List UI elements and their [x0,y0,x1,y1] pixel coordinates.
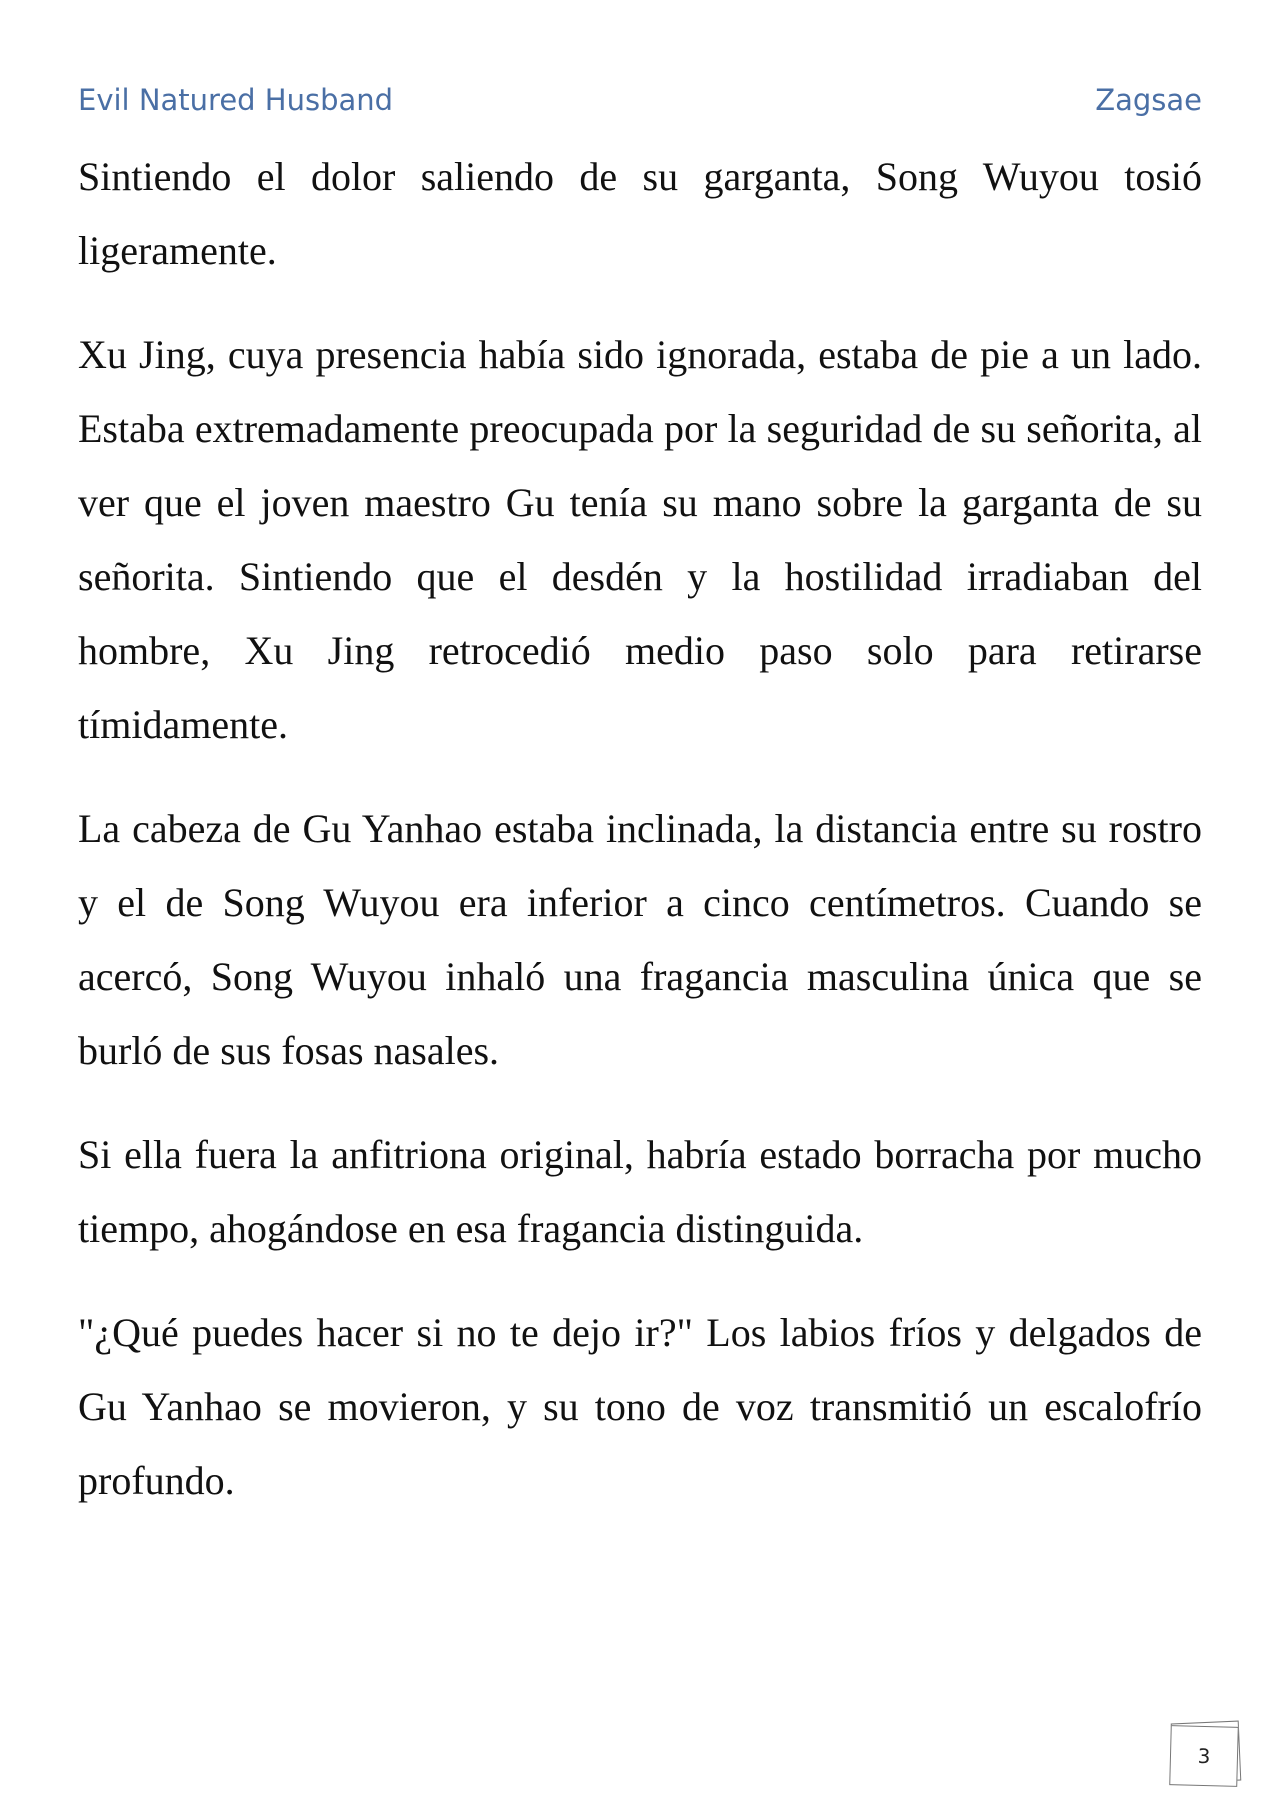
header-book-title: Evil Natured Husband [78,82,394,117]
page-number: 3 [1169,1725,1239,1787]
paragraph: "¿Qué puedes hacer si no te dejo ir?" Los labios fríos y delgados de Gu Yanhao se movieron, y su tono de voz transmitió un escalofrío profundo. [78,1310,1202,1503]
page-number-box [1168,1722,1242,1788]
running-header [78,78,1202,122]
paragraph: Xu Jing, cuya presencia había sido ignorada, estaba de pie a un lado. Estaba extremadamente preocupada por la seguridad de su señorita, al ver que el joven maestro Gu tenía su mano sobre la garganta de su señorita. Sintiendo que el desdén y la hostilidad irradiaban del hombre, Xu Jing retrocedió medio paso solo para retirarse tímidamente. [78,332,1202,747]
header-author: Zagsae [1095,82,1202,117]
body-text [78,140,1202,1548]
paragraph: Sintiendo el dolor saliendo de su garganta, Song Wuyou tosió ligeramente. [78,154,1202,273]
paragraph: La cabeza de Gu Yanhao estaba inclinada, la distancia entre su rostro y el de Song Wuyou era inferior a cinco centímetros. Cuando se acercó, Song Wuyou inhaló una fragancia masculina única que se burló de sus fosas nasales. [78,806,1202,1073]
paragraph: Si ella fuera la anfitriona original, habría estado borracha por mucho tiempo, ahogándose en esa fragancia distinguida. [78,1132,1202,1251]
